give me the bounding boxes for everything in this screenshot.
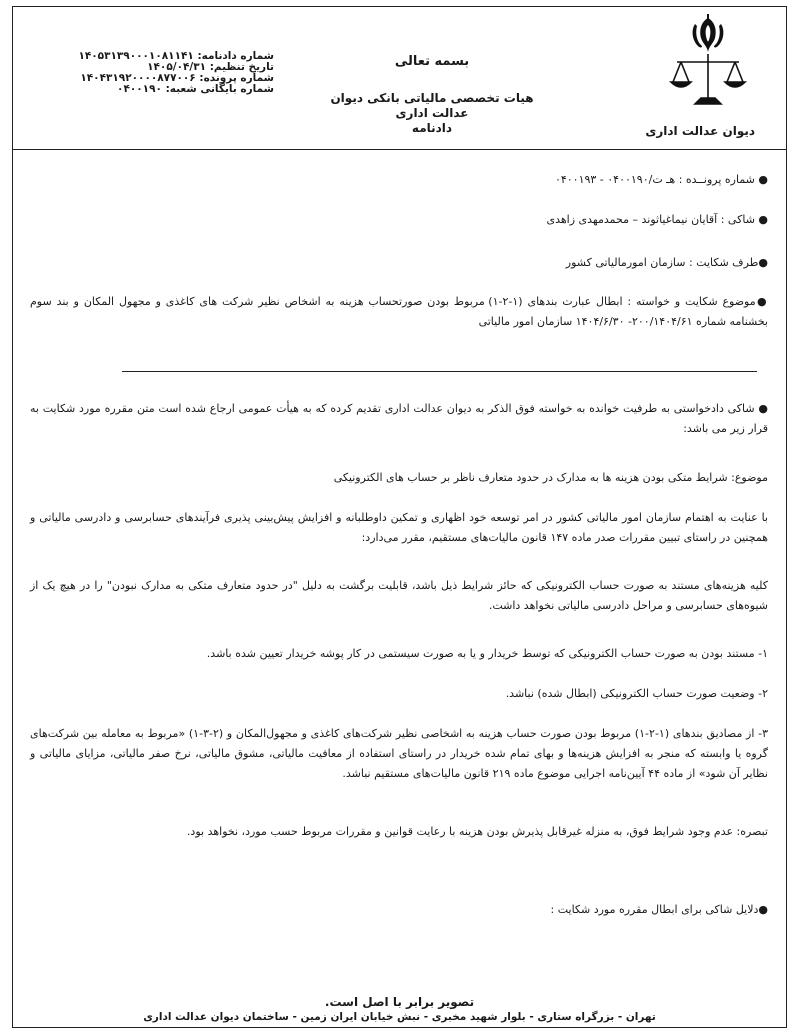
note-paragraph: تبصره: عدم وجود شرایط فوق، به منزله غیرقابل پذیرش بودن هزینه با رعایت قوانین و مقررات مربوط حسب مورد، نخواهد بود. (186, 825, 768, 838)
header-title-block (312, 54, 552, 136)
case-number: ● شماره پرونــده : هـ ت/۰۴۰۰۱۹۰ - ۰۴۰۰۱۹۳ (554, 173, 768, 186)
org-caption: دیوان عدالت اداری (645, 124, 755, 138)
letterhead (12, 6, 787, 150)
case-file-number: شماره پرونده: ۱۴۰۴۳۱۹۲۰۰۰۰۸۷۷۰۰۶ (80, 72, 274, 84)
condition-3: ۳- از مصادیق بندهای (۱-۲-۱) مربوط بودن صورت حساب هزینه به اشخاصی نظیر شرکت‌های کاغذی و مجهول‌المکان و (۲-۳-۱) «مربوط به معامله بین شرکت‌های گروه یا وابسته که منجر به افزایش هزینه‌ها و بهای تمام شده خریدار در راستای استفاده از معافیت مالیاتی، مشوق مالیاتی، نرخ صفر مالیاتی، مزایای مالیاتی و نظایر آن شود» از ماده ۴۴ آیین‌نامه اجرایی موضوع ماده ۲۱۹ قانون مالیات‌های مستقیم نباشد. (30, 727, 769, 780)
bismillah: بسمه تعالی (394, 54, 470, 69)
plaintiff: ● شاکی : آقایان نیماغیاثوند – محمدمهدی زاهدی (546, 213, 768, 226)
document-meta (64, 51, 274, 95)
doc-type: دادنامه (411, 121, 453, 135)
condition-1: ۱- مستند بودن به صورت حساب الکترونیکی که توسط خریدار و یا به صورت سیستمی در کار پوشه خریدار تعیین شده باشد. (206, 647, 768, 660)
paragraph-2: کلیه هزینه‌های مستند به صورت حساب الکترونیکی که حائز شرایط ذیل باشد، قابلیت برگشت به دلیل "در حدود متعارف متکی به مدارک نبودن" را در هیچ یک از شیوه‌های حسابرسی و مراحل دادرسی مالیاتی نخواهد داشت. (30, 579, 768, 612)
footer (12, 994, 787, 1025)
emblem-block (645, 12, 769, 144)
condition-2: ۲- وضعیت صورت حساب الکترونیکی (ابطال شده) نباشد. (505, 687, 768, 700)
court-address: تهران - بزرگراه ستاری - بلوار شهید مخبری - نبش خیابان ایران زمین - ساختمان دیوان عدالت اداری (143, 1011, 656, 1023)
regulation-topic: موضوع: شرایط متکی بودن هزینه ها به مدارک در حدود متعارف ناظر بر حساب های الکترونیکی (333, 471, 768, 484)
intro-paragraph: ● شاکی دادخواستی به طرفیت خوانده به خواسته فوق الذکر به دیوان عدالت اداری تقدیم کرده که به هیأت عمومی ارجاع شده است متن مقرره مورد شکایت به قرار زیر می باشد: (30, 402, 768, 435)
iran-emblem-scales-of-justice-icon (663, 12, 753, 110)
issue-date: تاریخ تنظیم: ۱۴۰۵/۰۴/۳۱ (147, 61, 274, 73)
section-divider (122, 371, 757, 372)
plaintiff-reasons: ●دلایل شاکی برای ابطال مقرره مورد شکایت : (550, 903, 768, 916)
certified-copy: تصویر برابر با اصل است. (324, 995, 475, 1009)
defendant: ●طرف شکایت : سازمان امورمالیاتی کشور (565, 256, 768, 269)
archive-number: شماره بایگانی شعبه: ۰۴۰۰۱۹۰ (117, 83, 274, 95)
verdict-number: شماره دادنامه: ۱۴۰۵۳۱۳۹۰۰۰۱۰۸۱۱۴۱ (78, 50, 274, 62)
board-title: هیات تخصصی مالیاتی بانکی دیوان عدالت اداری (330, 91, 534, 120)
complaint-subject: ●موضوع شکایت و خواسته : ابطال عبارت بندهای (۱-۲-۱) مربوط بودن صورتحساب هزینه به اشخاص نظیر شرکت های کاغذی و مجهول المکان و بند سوم بخشنامه شماره ۲۰۰/۱۴۰۴/۶۱- ۱۴۰۴/۶/۳۰ سازمان امور مالیاتی (30, 295, 768, 328)
paragraph-1: با عنایت به اهتمام سازمان امور مالیاتی کشور در امر توسعه خود اظهاری و تمکین داوطلبانه و افزایش پیش‌بینی پذیری فرآیندهای حسابرسی و دادرسی مالیاتی و همچنین در راستای تبیین مقررات صدر ماده ۱۴۷ قانون مالیات‌های مستقیم، مقرر می‌دارد: (30, 511, 768, 544)
